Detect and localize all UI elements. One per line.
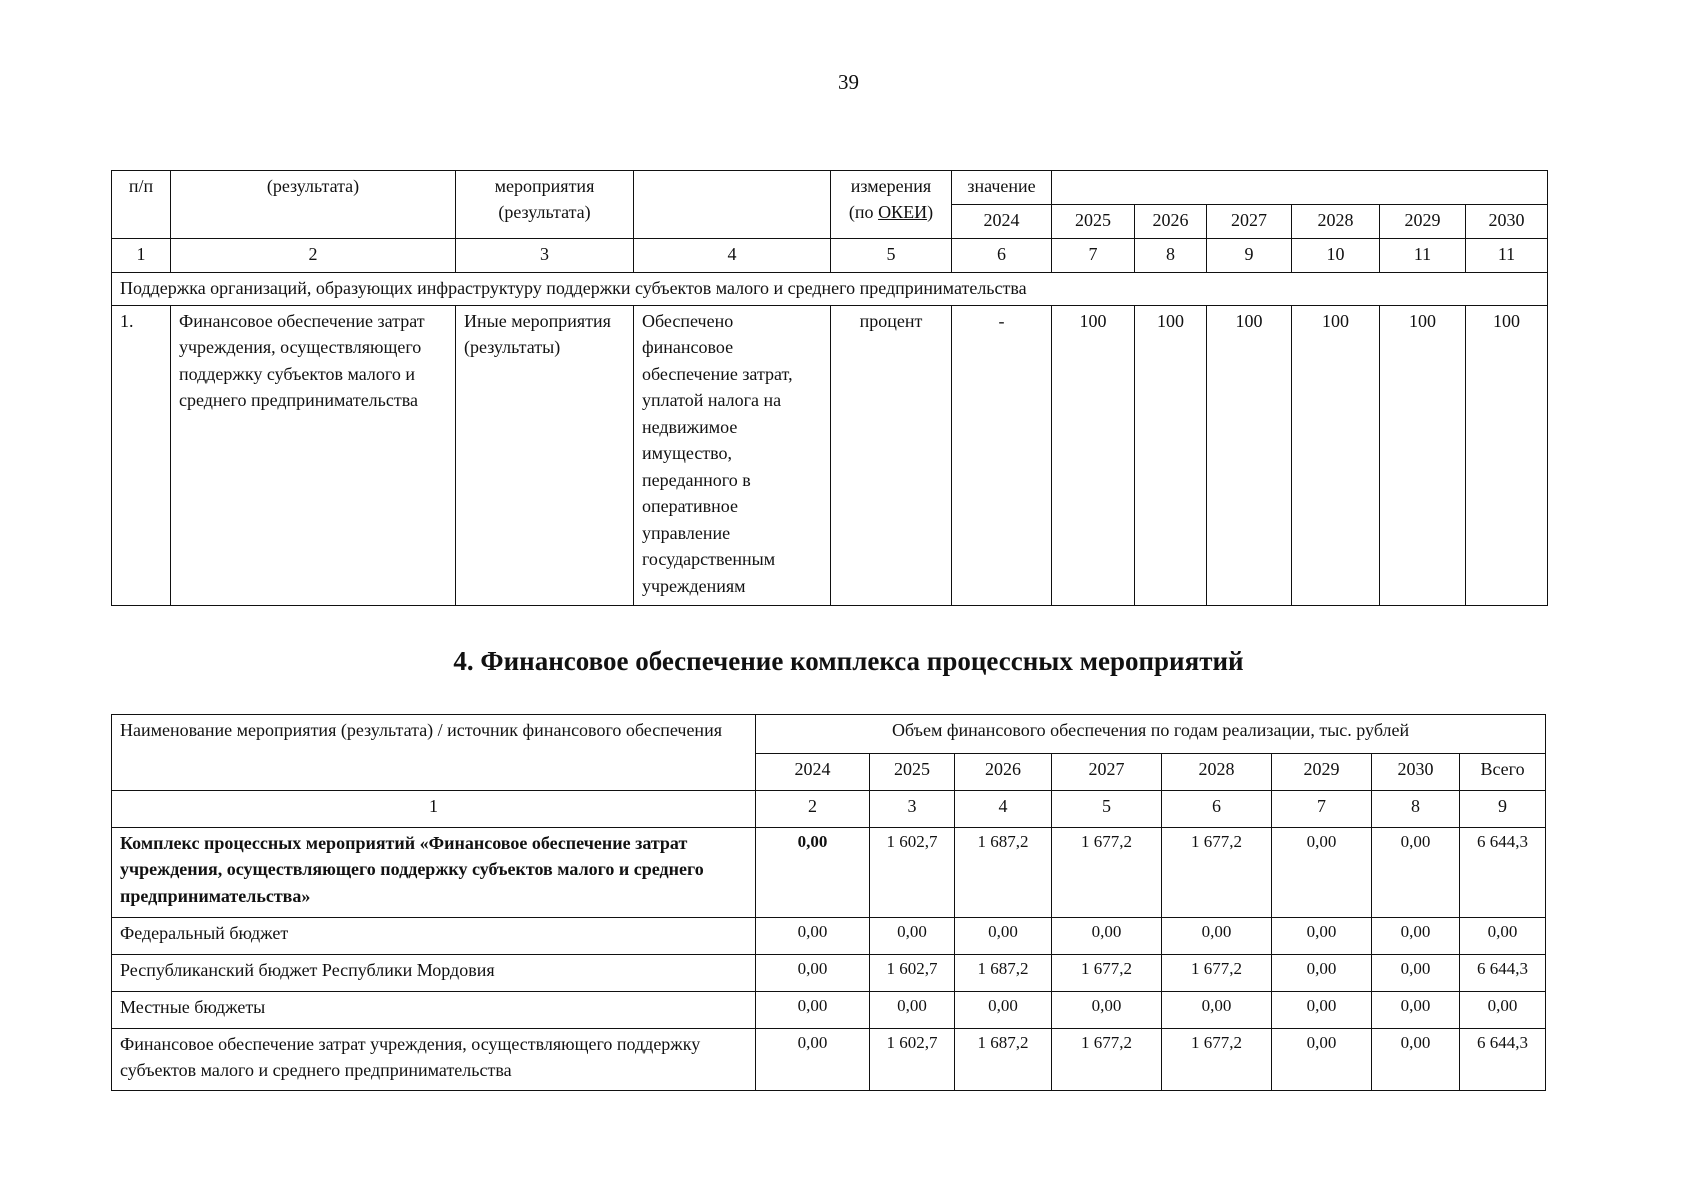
row-total: 6 644,3 [1460, 955, 1546, 992]
row-value: 0,00 [1272, 918, 1372, 955]
row-value: 1 677,2 [1052, 828, 1162, 918]
table-row [112, 918, 1546, 955]
header-year: 2025 [1052, 205, 1135, 239]
table-row [112, 955, 1546, 992]
row-value: 0,00 [1272, 955, 1372, 992]
row-value: 0,00 [955, 992, 1052, 1029]
header-years-group [1052, 171, 1548, 205]
header-year: 2028 [1162, 754, 1272, 791]
row-value: 1 677,2 [1162, 955, 1272, 992]
row-value: 0,00 [1052, 992, 1162, 1029]
row-total: 6 644,3 [1460, 828, 1546, 918]
index-cell: 2 [171, 239, 456, 273]
row-value: 0,00 [1372, 955, 1460, 992]
row-value: 0,00 [1372, 918, 1460, 955]
row-value: 0,00 [756, 1029, 870, 1091]
index-cell: 11 [1466, 239, 1548, 273]
row-characteristic: Обеспечено финансовое обеспечение затрат, уплатой налога на недвижимое имущество, переданного в оперативное управление государственным учреждениям [634, 306, 831, 606]
header-base-year: 2024 [952, 205, 1052, 239]
index-cell: 1 [112, 791, 756, 828]
okei-link[interactable]: ОКЕИ [878, 202, 928, 223]
row-value: 1 677,2 [1162, 1029, 1272, 1091]
row-value: 0,00 [756, 992, 870, 1029]
page-number: 39 [838, 70, 859, 94]
row-value: 0,00 [1162, 918, 1272, 955]
results-table [111, 170, 1548, 606]
header-unit [831, 171, 952, 239]
row-value: 100 [1207, 306, 1292, 606]
index-cell: 9 [1207, 239, 1292, 273]
row-type: Иные мероприятия (результаты) [456, 306, 634, 606]
index-cell: 8 [1372, 791, 1460, 828]
row-value: 100 [1135, 306, 1207, 606]
row-value: 0,00 [1272, 992, 1372, 1029]
row-base-value: - [952, 306, 1052, 606]
index-cell: 1 [112, 239, 171, 273]
header-unit-open: (по [848, 202, 879, 223]
index-cell: 4 [955, 791, 1052, 828]
results-index-row [112, 239, 1548, 273]
index-cell: 11 [1380, 239, 1466, 273]
row-total: 6 644,3 [1460, 1029, 1546, 1091]
header-year: 2027 [1052, 754, 1162, 791]
index-cell: 10 [1292, 239, 1380, 273]
index-cell: 4 [634, 239, 831, 273]
row-value: 0,00 [1272, 828, 1372, 918]
results-header-row [112, 171, 1548, 205]
row-value: 1 602,7 [870, 828, 955, 918]
finance-index-row [112, 791, 1546, 828]
row-total: 0,00 [1460, 992, 1546, 1029]
section-heading: 4. Финансовое обеспечение комплекса процессных мероприятий [453, 646, 1244, 676]
header-year: 2027 [1207, 205, 1292, 239]
index-cell: 6 [1162, 791, 1272, 828]
row-value: 0,00 [870, 992, 955, 1029]
row-name: Финансовое обеспечение затрат учреждения, осуществляющего поддержку субъектов малого и среднего предпринимательства [171, 306, 456, 606]
row-unit: процент [831, 306, 952, 606]
index-cell: 7 [1272, 791, 1372, 828]
row-value: 0,00 [955, 918, 1052, 955]
row-value: 1 687,2 [955, 828, 1052, 918]
row-value: 0,00 [1372, 992, 1460, 1029]
row-value: 1 677,2 [1052, 1029, 1162, 1091]
section-title-cell: Поддержка организаций, образующих инфраструктуру поддержки субъектов малого и среднего предпринимательства [112, 273, 1548, 306]
row-total: 0,00 [1460, 918, 1546, 955]
index-cell: 5 [1052, 791, 1162, 828]
header-year: 2030 [1372, 754, 1460, 791]
row-value: 1 677,2 [1052, 955, 1162, 992]
row-value: 1 687,2 [955, 955, 1052, 992]
row-value: 0,00 [756, 918, 870, 955]
header-year: 2025 [870, 754, 955, 791]
row-value: 100 [1380, 306, 1466, 606]
header-year: 2029 [1272, 754, 1372, 791]
finance-table [111, 714, 1546, 1091]
section-row [112, 273, 1548, 306]
header-base-value: значение [952, 171, 1052, 205]
index-cell: 7 [1052, 239, 1135, 273]
row-value: 0,00 [756, 828, 870, 918]
row-name: Комплекс процессных мероприятий «Финансовое обеспечение затрат учреждения, осуществляющего поддержку субъектов малого и среднего предпринимательства» [112, 828, 756, 918]
header-result: (результата) [171, 171, 456, 239]
row-name: Федеральный бюджет [112, 918, 756, 955]
table-row [112, 992, 1546, 1029]
header-name-col: Наименование мероприятия (результата) / источник финансового обеспечения [112, 715, 756, 791]
index-cell: 9 [1460, 791, 1546, 828]
row-value: 1 602,7 [870, 955, 955, 992]
header-year: 2029 [1380, 205, 1466, 239]
row-value: 1 602,7 [870, 1029, 955, 1091]
row-value: 0,00 [1372, 828, 1460, 918]
index-cell: 2 [756, 791, 870, 828]
row-value: 1 687,2 [955, 1029, 1052, 1091]
row-value: 1 677,2 [1162, 828, 1272, 918]
index-cell: 8 [1135, 239, 1207, 273]
header-year: 2024 [756, 754, 870, 791]
index-cell: 3 [456, 239, 634, 273]
row-value: 0,00 [1372, 1029, 1460, 1091]
table-row [112, 1029, 1546, 1091]
row-number: 1. [112, 306, 171, 606]
row-value: 100 [1466, 306, 1548, 606]
header-total: Всего [1460, 754, 1546, 791]
table-row [112, 306, 1548, 606]
index-cell: 3 [870, 791, 955, 828]
finance-header-row [112, 715, 1546, 754]
header-pp: п/п [112, 171, 171, 239]
header-volume: Объем финансового обеспечения по годам реализации, тыс. рублей [756, 715, 1546, 754]
row-name: Республиканский бюджет Республики Мордовия [112, 955, 756, 992]
header-year: 2026 [1135, 205, 1207, 239]
header-characteristic [634, 171, 831, 239]
table-row [112, 828, 1546, 918]
row-value: 100 [1052, 306, 1135, 606]
row-value: 100 [1292, 306, 1380, 606]
row-name: Финансовое обеспечение затрат учреждения, осуществляющего поддержку субъектов малого и среднего предпринимательства [112, 1029, 756, 1091]
header-unit-close: ) [927, 202, 934, 223]
header-year: 2026 [955, 754, 1052, 791]
row-value: 0,00 [870, 918, 955, 955]
row-value: 0,00 [1052, 918, 1162, 955]
row-name: Местные бюджеты [112, 992, 756, 1029]
header-year: 2030 [1466, 205, 1548, 239]
header-measure-type: мероприятия (результата) [456, 171, 634, 239]
index-cell: 6 [952, 239, 1052, 273]
header-year: 2028 [1292, 205, 1380, 239]
row-value: 0,00 [756, 955, 870, 992]
row-value: 0,00 [1272, 1029, 1372, 1091]
row-value: 0,00 [1162, 992, 1272, 1029]
header-unit-prefix: измерения [850, 176, 932, 196]
index-cell: 5 [831, 239, 952, 273]
